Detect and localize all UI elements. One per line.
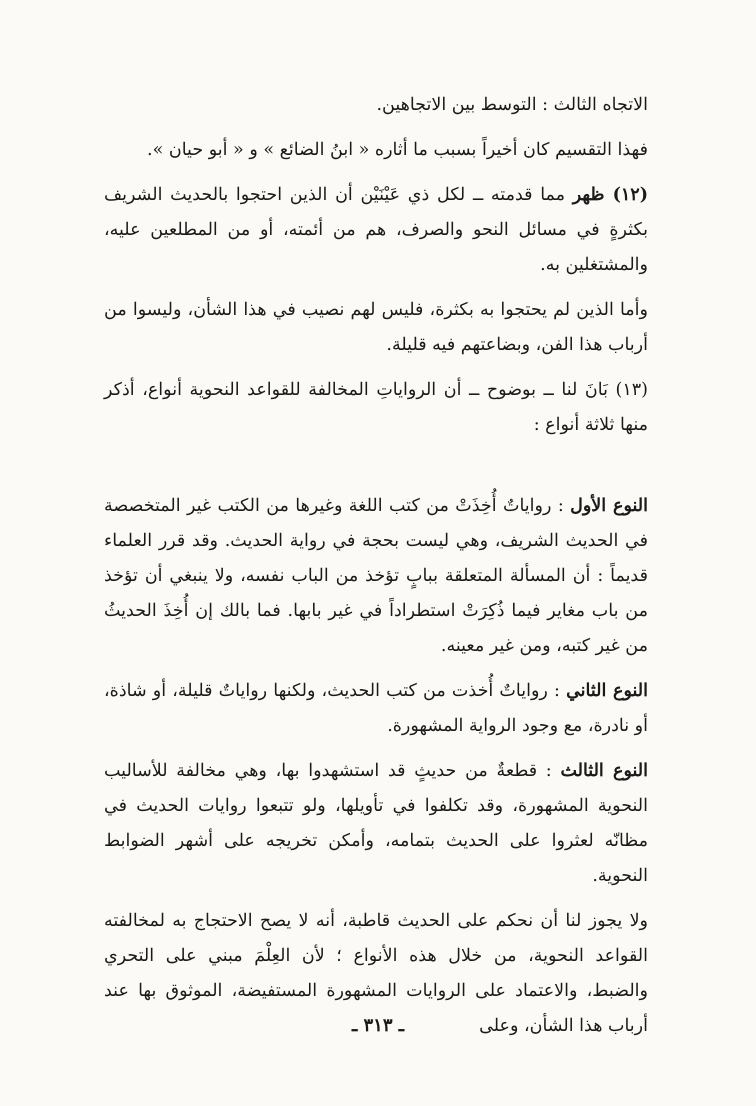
paragraph-type-one: النوع الأول : رواياتٌ أُخِذَتْ من كتب اللغة وغيرها من الكتب غير المتخصصة في الحديث الشريف، وهي ليست بحجة في رواية الحديث. وقد قرر العلماء قديماً : أن المسألة المتعلقة ببابٍ تؤخذ من الباب نفسه، ولا ينبغي أن تؤخذ من باب مغاير فيما ذُكِرَتْ استطراداً في غير بابها. فما بالك إن أُخِذَ الحديثُ من غير كتبه، ومن غير معينه.	[104, 496, 648, 656]
paragraph-conclusion: ولا يجوز لنا أن نحكم على الحديث قاطبة، أنه لا يصح الاحتجاج به لمخالفته القواعد النحوية، من خلال هذه الأنواع ؛ لأن العِلْمَ مبني على التحري والضبط، والاعتماد على الروايات المشهورة المستفيضة، الموثوق بها عند أرباب هذا الشأن، وعلى	[104, 911, 648, 1036]
paragraph-division: فهذا التقسيم كان أخيراً بسبب ما أثاره « ابنُ الضائع » و « أبو حيان ».	[147, 140, 648, 160]
page-number: ـ ٣١٣ ـ	[351, 1015, 405, 1036]
paragraph-12: (١٢) ظهر مما قدمته ــ لكل ذي عَيْنَيْن أن الذين احتجوا بالحديث الشريف بكثرةٍ في مسائل النحو والصرف، هم من أئمته، أو من المطلعين عليه، والمشتغلين به.	[104, 185, 648, 275]
type-one-heading: النوع الأول	[570, 496, 648, 516]
body-text	[104, 88, 648, 1044]
paragraph-non-users: وأما الذين لم يحتجوا به بكثرة، فليس لهم نصيب في هذا الشأن، وليسوا من أرباب هذا الفن، وبضاعتهم فيه قليلة.	[104, 300, 648, 355]
paragraph-type-two: النوع الثاني : رواياتٌ أُخذت من كتب الحديث، ولكنها رواياتٌ قليلة، أو شاذة، أو نادرة، مع وجود الرواية المشهورة.	[104, 681, 648, 736]
paragraph-13: (١٣) بَانَ لنا ــ بوضوح ــ أن الرواياتِ المخالفة للقواعد النحوية أنواع، أذكر منها ثلاثة أنواع :	[104, 380, 648, 435]
type-three-heading: النوع الثالث	[560, 761, 648, 781]
paragraph-type-three: النوع الثالث : قطعةٌ من حديثٍ قد استشهدوا بها، وهي مخالفة للأساليب النحوية المشهورة، وقد تكلفوا في تأويلها، ولو تتبعوا روايات الحديث في مظانّه لعثروا على الحديث بتمامه، وأمكن تخريجه على أشهر الضوابط النحوية.	[104, 761, 648, 886]
paragraph-12-lead: (١٢) ظهر	[572, 185, 648, 205]
paragraph-trend-three: الاتجاه الثالث : التوسط بين الاتجاهين.	[376, 95, 648, 115]
type-two-heading: النوع الثاني	[566, 681, 648, 701]
